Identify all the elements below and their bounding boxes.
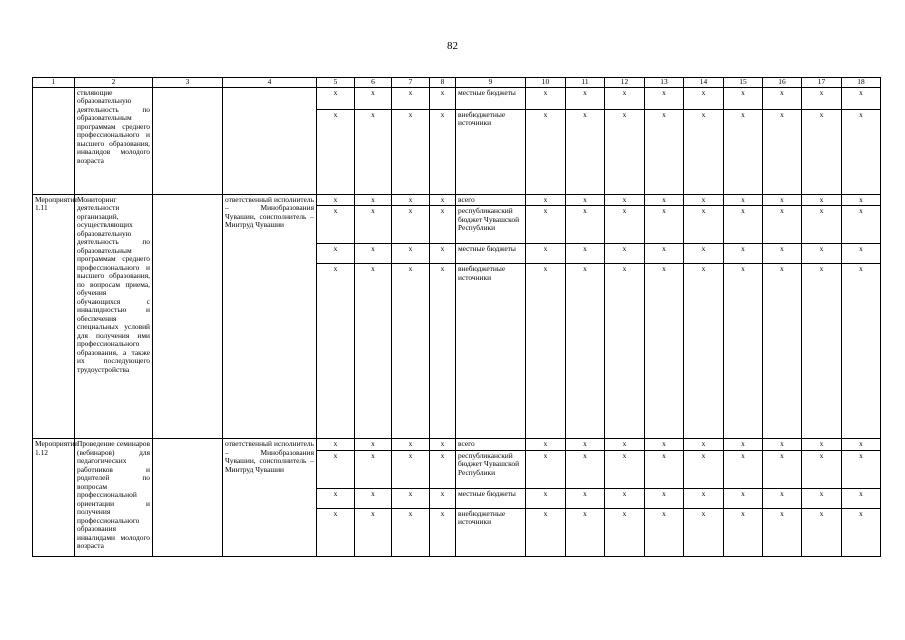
x-mark: x bbox=[392, 508, 430, 556]
x-mark: x bbox=[430, 206, 456, 244]
source-row bbox=[33, 439, 881, 451]
x-mark: x bbox=[802, 206, 842, 244]
block-measure-1-12 bbox=[33, 439, 881, 557]
x-mark: x bbox=[802, 488, 842, 508]
x-mark: x bbox=[526, 450, 566, 488]
responsible: ответственный исполнитель – Минобразования Чувашии, соисполнитель – Минтруд Чувашии bbox=[223, 194, 317, 439]
x-mark: x bbox=[763, 109, 802, 194]
budget-table bbox=[32, 77, 881, 557]
x-mark: x bbox=[317, 244, 355, 264]
x-mark: x bbox=[317, 206, 355, 244]
funding-source: республиканский бюджет Чувашской Республики bbox=[456, 450, 526, 488]
col-header-9: 9 bbox=[456, 78, 526, 88]
x-mark: x bbox=[605, 194, 645, 206]
x-mark: x bbox=[763, 439, 802, 451]
x-mark: x bbox=[645, 206, 684, 244]
measure-name: Проведение семинаров (вебинаров) для педагогических работников и родителей по вопросам профессиональной ориентации и получения профессионального образования инвалидами молодого возраста bbox=[75, 439, 153, 557]
x-mark: x bbox=[645, 109, 684, 194]
measure-label bbox=[33, 87, 75, 194]
col-header-7: 7 bbox=[392, 78, 430, 88]
x-mark: x bbox=[355, 450, 392, 488]
x-mark: x bbox=[724, 450, 763, 488]
col-header-2: 2 bbox=[75, 78, 153, 88]
x-mark: x bbox=[724, 87, 763, 109]
x-mark: x bbox=[763, 450, 802, 488]
x-mark: x bbox=[355, 439, 392, 451]
x-mark: x bbox=[724, 439, 763, 451]
x-mark: x bbox=[566, 439, 605, 451]
x-mark: x bbox=[724, 109, 763, 194]
col-header-18: 18 bbox=[842, 78, 881, 88]
header-row bbox=[33, 78, 881, 88]
col-header-5: 5 bbox=[317, 78, 355, 88]
x-mark: x bbox=[355, 206, 392, 244]
x-mark: x bbox=[430, 508, 456, 556]
col-header-8: 8 bbox=[430, 78, 456, 88]
x-mark: x bbox=[355, 508, 392, 556]
x-mark: x bbox=[605, 508, 645, 556]
source-row bbox=[33, 87, 881, 109]
x-mark: x bbox=[430, 109, 456, 194]
funding-source: республиканский бюджет Чувашской Республики bbox=[456, 206, 526, 244]
x-mark: x bbox=[566, 508, 605, 556]
x-mark: x bbox=[317, 488, 355, 508]
x-mark: x bbox=[430, 450, 456, 488]
x-mark: x bbox=[605, 488, 645, 508]
funding-source: местные бюджеты bbox=[456, 244, 526, 264]
x-mark: x bbox=[802, 194, 842, 206]
x-mark: x bbox=[526, 244, 566, 264]
x-mark: x bbox=[684, 508, 724, 556]
col-header-15: 15 bbox=[724, 78, 763, 88]
x-mark: x bbox=[566, 109, 605, 194]
x-mark: x bbox=[645, 87, 684, 109]
x-mark: x bbox=[684, 109, 724, 194]
measure-label: Мероприятие 1.11 bbox=[33, 194, 75, 439]
x-mark: x bbox=[605, 244, 645, 264]
x-mark: x bbox=[763, 508, 802, 556]
x-mark: x bbox=[392, 488, 430, 508]
col-header-1: 1 bbox=[33, 78, 75, 88]
x-mark: x bbox=[605, 450, 645, 488]
x-mark: x bbox=[566, 488, 605, 508]
responsible: ответственный исполнитель – Минобразования Чувашии, соисполнитель – Минтруд Чувашии bbox=[223, 439, 317, 557]
col-header-17: 17 bbox=[802, 78, 842, 88]
x-mark: x bbox=[392, 109, 430, 194]
col-header-4: 4 bbox=[223, 78, 317, 88]
source-row bbox=[33, 194, 881, 206]
x-mark: x bbox=[355, 264, 392, 439]
x-mark: x bbox=[355, 488, 392, 508]
x-mark: x bbox=[392, 87, 430, 109]
x-mark: x bbox=[645, 450, 684, 488]
x-mark: x bbox=[724, 488, 763, 508]
x-mark: x bbox=[526, 194, 566, 206]
x-mark: x bbox=[392, 439, 430, 451]
x-mark: x bbox=[842, 87, 881, 109]
funding-source: всего bbox=[456, 439, 526, 451]
col-header-11: 11 bbox=[566, 78, 605, 88]
x-mark: x bbox=[763, 206, 802, 244]
x-mark: x bbox=[526, 264, 566, 439]
x-mark: x bbox=[566, 194, 605, 206]
x-mark: x bbox=[526, 109, 566, 194]
column-3-empty bbox=[153, 439, 223, 557]
funding-source: всего bbox=[456, 194, 526, 206]
x-mark: x bbox=[317, 264, 355, 439]
x-mark: x bbox=[566, 450, 605, 488]
x-mark: x bbox=[430, 439, 456, 451]
x-mark: x bbox=[430, 194, 456, 206]
x-mark: x bbox=[526, 508, 566, 556]
measure-name: ствляющие образовательную деятельность по образовательным программам среднего профессионального и высшего образования, инвалидов молодого возраста bbox=[75, 87, 153, 194]
x-mark: x bbox=[842, 244, 881, 264]
x-mark: x bbox=[842, 488, 881, 508]
x-mark: x bbox=[802, 109, 842, 194]
x-mark: x bbox=[724, 244, 763, 264]
x-mark: x bbox=[392, 244, 430, 264]
funding-source: местные бюджеты bbox=[456, 87, 526, 109]
funding-source: местные бюджеты bbox=[456, 488, 526, 508]
x-mark: x bbox=[645, 194, 684, 206]
x-mark: x bbox=[724, 264, 763, 439]
x-mark: x bbox=[802, 508, 842, 556]
x-mark: x bbox=[317, 508, 355, 556]
x-mark: x bbox=[763, 87, 802, 109]
x-mark: x bbox=[724, 194, 763, 206]
x-mark: x bbox=[605, 264, 645, 439]
x-mark: x bbox=[842, 439, 881, 451]
x-mark: x bbox=[842, 508, 881, 556]
column-3-empty bbox=[153, 87, 223, 194]
x-mark: x bbox=[392, 264, 430, 439]
x-mark: x bbox=[842, 109, 881, 194]
x-mark: x bbox=[684, 87, 724, 109]
x-mark: x bbox=[605, 109, 645, 194]
funding-source: внебюджетные источники bbox=[456, 109, 526, 194]
x-mark: x bbox=[430, 87, 456, 109]
x-mark: x bbox=[645, 508, 684, 556]
x-mark: x bbox=[392, 450, 430, 488]
x-mark: x bbox=[645, 244, 684, 264]
x-mark: x bbox=[392, 194, 430, 206]
x-mark: x bbox=[317, 194, 355, 206]
block-continued bbox=[33, 87, 881, 194]
x-mark: x bbox=[802, 87, 842, 109]
funding-source: внебюджетные источники bbox=[456, 508, 526, 556]
x-mark: x bbox=[355, 87, 392, 109]
x-mark: x bbox=[605, 87, 645, 109]
x-mark: x bbox=[605, 206, 645, 244]
x-mark: x bbox=[526, 87, 566, 109]
x-mark: x bbox=[842, 264, 881, 439]
x-mark: x bbox=[317, 87, 355, 109]
x-mark: x bbox=[684, 206, 724, 244]
x-mark: x bbox=[842, 450, 881, 488]
col-header-10: 10 bbox=[526, 78, 566, 88]
x-mark: x bbox=[355, 244, 392, 264]
x-mark: x bbox=[802, 264, 842, 439]
col-header-6: 6 bbox=[355, 78, 392, 88]
block-measure-1-11 bbox=[33, 194, 881, 439]
x-mark: x bbox=[684, 264, 724, 439]
x-mark: x bbox=[317, 439, 355, 451]
x-mark: x bbox=[684, 244, 724, 264]
x-mark: x bbox=[526, 206, 566, 244]
col-header-12: 12 bbox=[605, 78, 645, 88]
x-mark: x bbox=[842, 206, 881, 244]
x-mark: x bbox=[430, 488, 456, 508]
col-header-13: 13 bbox=[645, 78, 684, 88]
x-mark: x bbox=[684, 194, 724, 206]
x-mark: x bbox=[566, 206, 605, 244]
x-mark: x bbox=[355, 194, 392, 206]
x-mark: x bbox=[645, 488, 684, 508]
column-3-empty bbox=[153, 194, 223, 439]
x-mark: x bbox=[566, 264, 605, 439]
x-mark: x bbox=[763, 194, 802, 206]
col-header-16: 16 bbox=[763, 78, 802, 88]
x-mark: x bbox=[684, 450, 724, 488]
x-mark: x bbox=[802, 450, 842, 488]
col-header-14: 14 bbox=[684, 78, 724, 88]
x-mark: x bbox=[645, 264, 684, 439]
x-mark: x bbox=[684, 488, 724, 508]
x-mark: x bbox=[430, 244, 456, 264]
x-mark: x bbox=[842, 194, 881, 206]
x-mark: x bbox=[526, 488, 566, 508]
x-mark: x bbox=[724, 508, 763, 556]
responsible bbox=[223, 87, 317, 194]
x-mark: x bbox=[802, 439, 842, 451]
x-mark: x bbox=[392, 206, 430, 244]
x-mark: x bbox=[605, 439, 645, 451]
page-number: 82 bbox=[447, 40, 458, 52]
col-header-3: 3 bbox=[153, 78, 223, 88]
x-mark: x bbox=[763, 488, 802, 508]
x-mark: x bbox=[645, 439, 684, 451]
x-mark: x bbox=[684, 439, 724, 451]
x-mark: x bbox=[317, 450, 355, 488]
x-mark: x bbox=[763, 264, 802, 439]
x-mark: x bbox=[763, 244, 802, 264]
measure-label: Мероприятие 1.12 bbox=[33, 439, 75, 557]
x-mark: x bbox=[566, 244, 605, 264]
funding-source: внебюджетные источники bbox=[456, 264, 526, 439]
x-mark: x bbox=[802, 244, 842, 264]
x-mark: x bbox=[355, 109, 392, 194]
measure-name: Мониторинг деятельности организаций, осуществляющих образовательную деятельность по образовательным программам среднего профессионального и высшего образования, по вопросам приема, обучения обучающихся с инвалидностью и обеспечения специальных условий для получения ими профессионального образования, а также их последующего трудоустройства bbox=[75, 194, 153, 439]
x-mark: x bbox=[430, 264, 456, 439]
x-mark: x bbox=[317, 109, 355, 194]
x-mark: x bbox=[566, 87, 605, 109]
x-mark: x bbox=[724, 206, 763, 244]
x-mark: x bbox=[526, 439, 566, 451]
